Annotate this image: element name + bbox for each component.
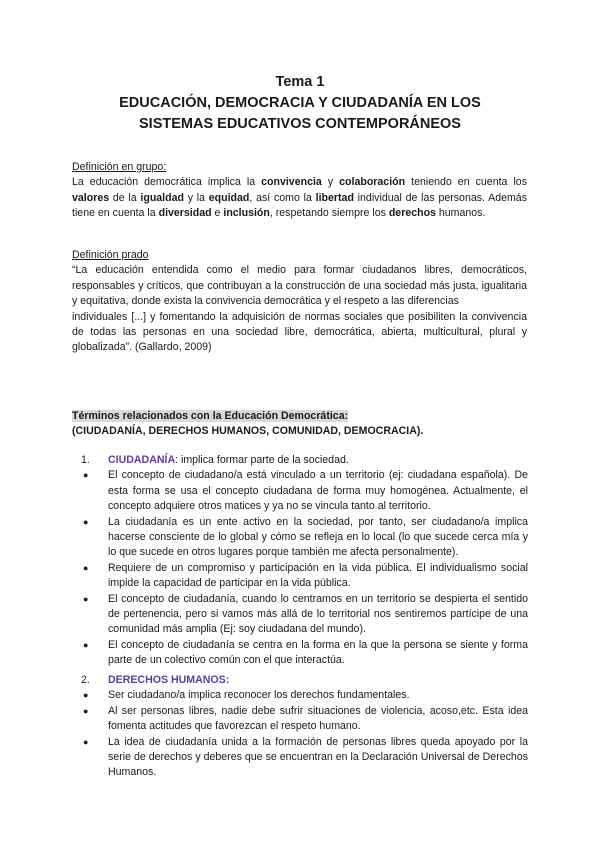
definicion-grupo-section xyxy=(72,160,527,222)
definicion-prado-section xyxy=(72,248,527,356)
term-derechos-humanos: DERECHOS HUMANOS: xyxy=(108,674,230,686)
terminos-heading: Términos relacionados con la Educación Democrática: xyxy=(72,410,349,422)
bullet-icon: ● xyxy=(83,470,89,481)
definicion-prado-paragraph-2: individuales [...] y fomentando la adquisición de normas sociales que posibiliten la convivencia de todas las personas en una sociedad libre, democrática, abierta, multicultural, plural y globalizada”. (Gallardo, 2009) xyxy=(72,310,527,354)
title-line-1: EDUCACIÓN, DEMOCRACIA Y CIUDADANÍA EN LOS xyxy=(119,95,481,111)
bullet-icon: ● xyxy=(83,705,89,716)
list-item: ● La ciudadanía es un ente activo en la sociedad, por tanto, ser ciudadano/a implica hacerse consciente de lo global y cómo se refleja en lo local (lo que sucede cerca mía y lo que sucede en otros lugares porque también me afecta personalmente). xyxy=(83,515,528,559)
definicion-grupo-text: La educación democrática implica la convivencia y colaboración teniendo en cuenta los valores de la igualdad y la equidad, así como la libertad individual de las personas. Además tiene en cuenta la diversidad e inclusión, respetando siempre los derechos humanos. xyxy=(72,176,527,220)
list-ciudadania xyxy=(81,453,528,669)
list-item: ● El concepto de ciudadanía, cuando lo centramos en un territorio se despierta el sentido de pertenencia, pero si vamos más allá de lo territorial nos sentiremos partícipe de una comunidad más amplia (Ej: soy ciudadana del mundo). xyxy=(83,592,528,636)
terminos-section xyxy=(72,409,527,440)
definicion-grupo-label: Definición en grupo: xyxy=(72,161,167,173)
term-ciudadania: CIUDADANÍA xyxy=(108,454,176,466)
bullet-icon: ● xyxy=(83,593,89,604)
list-number: 1. xyxy=(81,454,90,466)
list-item: ● El concepto de ciudadano/a está vinculado a un territorio (ej: ciudadana española). De esta forma se usa el concepto ciudadana de forma muy homogénea. Actualmente, el concepto adquiere otros matices y ya no se vincula tanto al territorio. xyxy=(83,469,528,513)
list-item: ● Requiere de un compromiso y participación en la vida pública. El individualismo social impide la capacidad de participar en la vida pública. xyxy=(83,561,528,590)
ciudadania-intro: : implica formar parte de la sociedad. xyxy=(175,454,349,466)
list-heading-ciudadania xyxy=(81,453,528,468)
terminos-subheading: (CIUDADANÍA, DERECHOS HUMANOS, COMUNIDAD, DEMOCRACIA). xyxy=(72,425,424,438)
bullet-icon: ● xyxy=(83,736,89,747)
list-derechos-humanos xyxy=(81,673,528,781)
bullet-icon: ● xyxy=(83,516,89,527)
bullet-icon: ● xyxy=(83,639,89,650)
definicion-prado-paragraph-1: “La educación entendida como el medio para formar ciudadanos libres, democráticos, responsables y críticos, que contribuyan a la construcción de una sociedad más justa, igualitaria y equitativa, donde exista la convivencia democrática y el respeto a las diferencias xyxy=(72,264,527,308)
bullet-icon: ● xyxy=(83,562,89,573)
bullet-icon: ● xyxy=(83,690,89,701)
definicion-prado-label: Definición prado xyxy=(72,249,149,261)
tema-number: Tema 1 xyxy=(275,74,325,90)
list-item: ● Ser ciudadano/a implica reconocer los derechos fundamentales. xyxy=(108,688,528,703)
list-item: ● El concepto de ciudadanía se centra en la forma en la que la persona se siente y forma parte de un colectivo común con el que interactúa. xyxy=(83,638,528,667)
title-line-2: SISTEMAS EDUCATIVOS CONTEMPORÁNEOS xyxy=(139,116,461,132)
list-heading-derechos-humanos xyxy=(81,673,528,688)
list-number: 2. xyxy=(81,674,90,686)
list-item: ● Al ser personas libres, nadie debe sufrir situaciones de violencia, acoso,etc. Esta idea fomenta actitudes que favorezcan el respeto humano. xyxy=(83,704,528,733)
list-item: ● La idea de ciudadanía unida a la formación de personas libres queda apoyado por la serie de derechos y deberes que se encuentran en la Declaración Universal de Derechos Humanos. xyxy=(83,735,528,779)
